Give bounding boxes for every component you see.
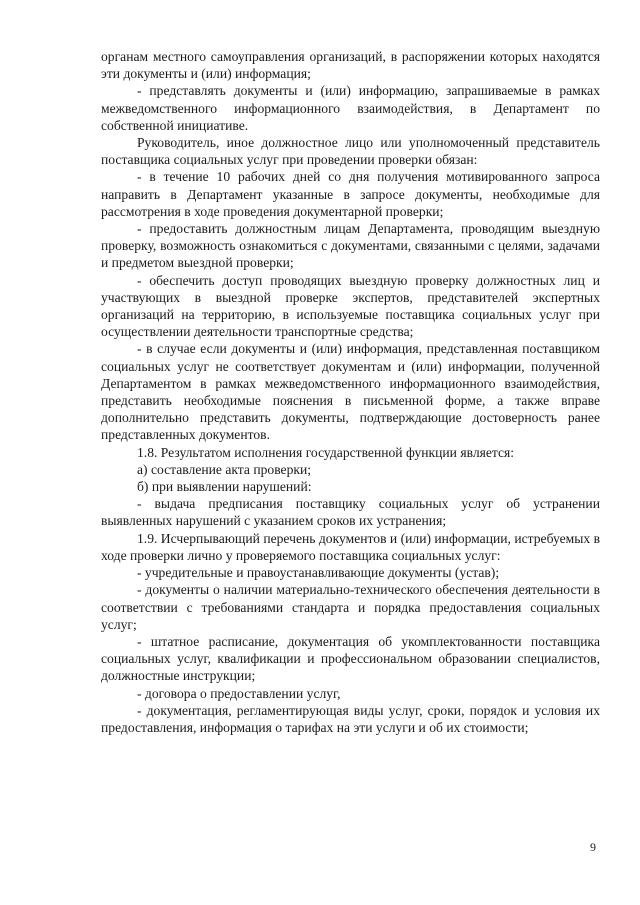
paragraph: Руководитель, иное должностное лицо или уполномоченный представитель поставщика социальных услуг при проведении проверки обязан: <box>101 135 600 168</box>
paragraph: а) составление акта проверки; <box>137 461 312 477</box>
paragraph: - штатное расписание, документация об укомплектованности поставщика социальных услуг, квалификации и профессиональном образовании специалистов, должностные инструкции; <box>101 633 600 684</box>
paragraph: - в течение 10 рабочих дней со дня получения мотивированного запроса направить в Департамент указанные в запросе документы, необходимые для рассмотрения в ходе проведения документарной проверки; <box>101 169 600 219</box>
paragraph: - предоставить должностным лицам Департамента, проводящим выездную проверку, возможность ознакомиться с документами, связанными с целями, задачами и предметом выездной проверки; <box>101 221 600 271</box>
paragraph: органам местного самоуправления организаций, в распоряжении которых находятся эти документы и (или) информация; <box>101 49 600 82</box>
paragraph: - представлять документы и (или) информацию, запрашиваемые в рамках межведомственного информационного взаимодействия, в Департамент по собственной инициативе. <box>101 83 600 133</box>
paragraph: 1.8. Результатом исполнения государственной функции является: <box>137 444 515 460</box>
paragraph: 1.9. Исчерпывающий перечень документов и (или) информации, истребуемых в ходе проверки лично у проверяемого поставщика социальных услуг: <box>101 530 600 563</box>
paragraph: - в случае если документы и (или) информация, представленная поставщиком социальных услуг не соответствует документам и (или) информации, полученной Департаментом в рамках межведомственного информационного взаимодействия, представить необходимые пояснения в письменной форме, а также вправе дополнительно представить документы, подтверждающие достоверность ранее представленных документов. <box>101 341 600 443</box>
paragraph: б) при выявлении нарушений: <box>137 479 312 495</box>
paragraph: - документы о наличии материально-технического обеспечения деятельности в соответствии с требованиями стандарта и порядка предоставления социальных услуг; <box>101 582 600 632</box>
paragraph: - договора о предоставлении услуг, <box>137 685 341 701</box>
paragraph: - документация, регламентирующая виды услуг, сроки, порядок и условия их предоставления, информация о тарифах на эти услуги и об их стоимости; <box>101 702 600 735</box>
body-text <box>101 48 600 736</box>
page-number: 9 <box>590 840 596 854</box>
paragraph: - выдача предписания поставщику социальных услуг об устранении выявленных нарушений с указанием сроков их устранения; <box>101 496 600 529</box>
paragraph: - учредительные и правоустанавливающие документы (устав); <box>137 565 500 581</box>
paragraph: - обеспечить доступ проводящих выездную проверку должностных лиц и участвующих в выездной проверке экспертов, представителей экспертных организаций на территорию, в используемые поставщика социальных услуг при осуществлении деятельности транспортные средства; <box>101 272 600 340</box>
